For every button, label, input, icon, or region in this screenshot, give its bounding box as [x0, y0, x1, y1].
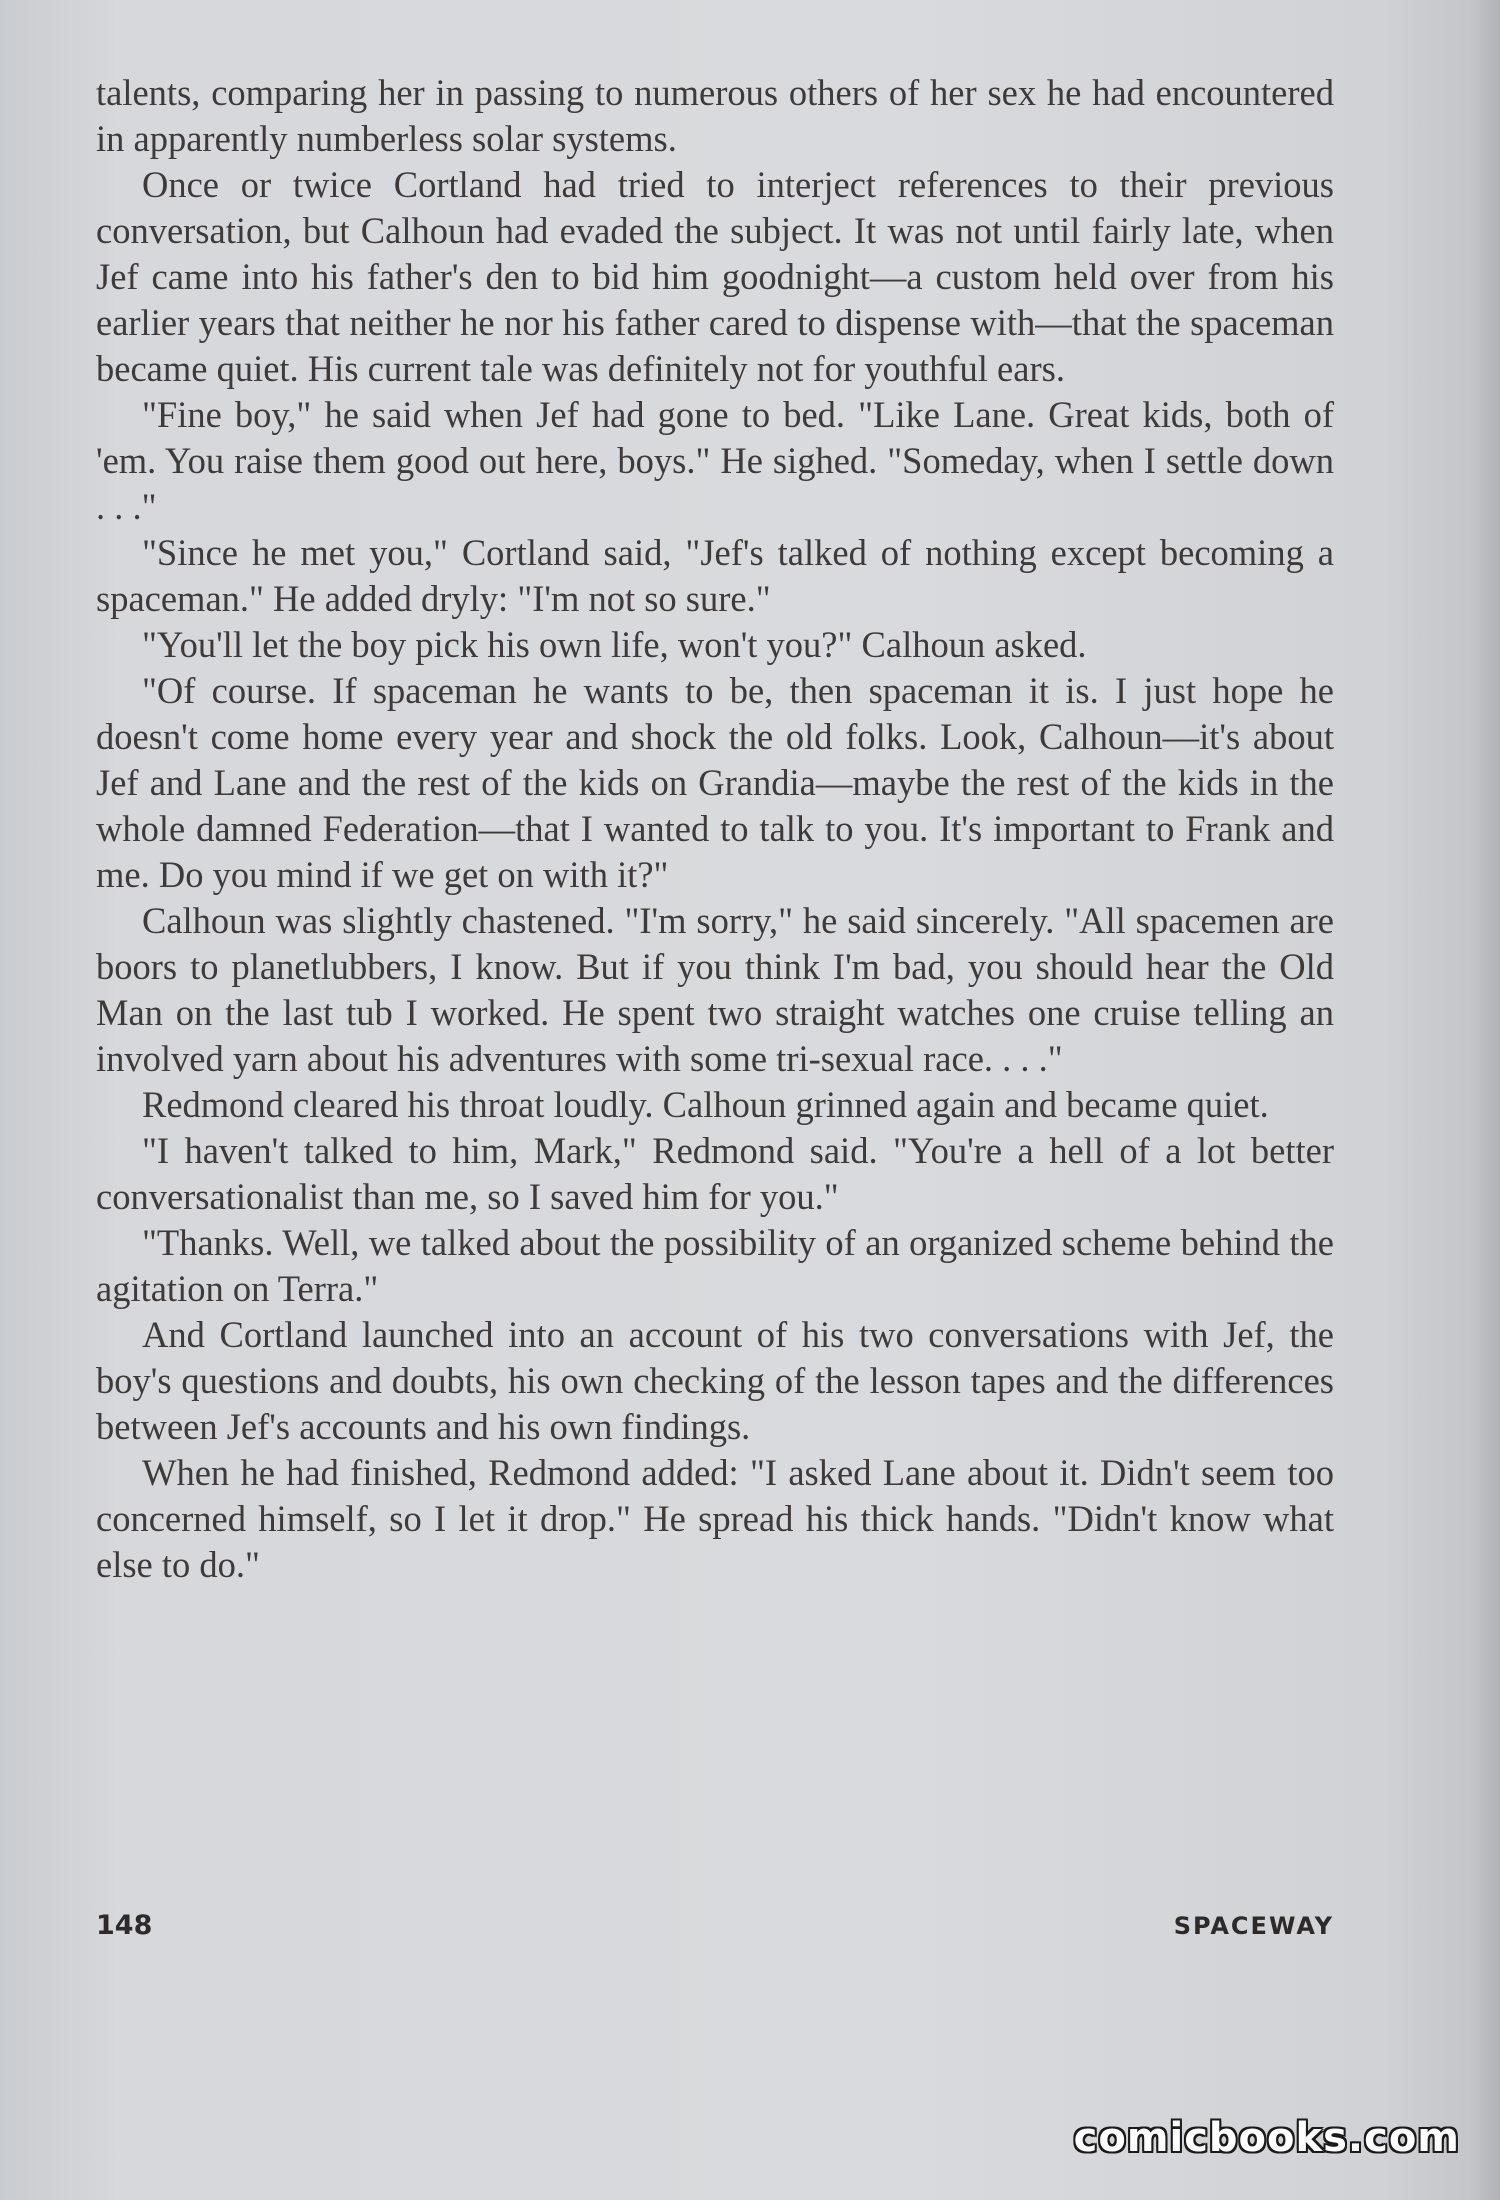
page-number: 148: [96, 1910, 153, 1941]
page-footer: [96, 1910, 1334, 1950]
running-title: SPACEWAY: [1173, 1912, 1334, 1940]
paragraph-4: "Since he met you," Cortland said, "Jef's talked of nothing except becoming a spaceman." He added dryly: "I'm not so sure.": [96, 532, 1334, 619]
paragraph-5: "You'll let the boy pick his own life, won't you?" Calhoun asked.: [142, 624, 1087, 665]
paragraph-8: Redmond cleared his throat loudly. Calhoun grinned again and became quiet.: [142, 1084, 1269, 1125]
paragraph-12: When he had finished, Redmond added: "I asked Lane about it. Didn't seem too concerned himself, so I let it drop." He spread his thick hands. "Didn't know what else to do.": [96, 1452, 1334, 1585]
paragraph-2: Once or twice Cortland had tried to interject references to their previous conversation, but Calhoun had evaded the subject. It was not until fairly late, when Jef came into his father's den to bid him goodnight—a custom held over from his earlier years that neither he nor his father cared to dispense with—that the spaceman became quiet. His current tale was definitely not for youthful ears.: [96, 164, 1334, 389]
paragraph-1: talents, comparing her in passing to numerous others of her sex he had encountered in apparently numberless solar systems.: [96, 72, 1334, 159]
paragraph-9: "I haven't talked to him, Mark," Redmond said. "You're a hell of a lot better conversationalist than me, so I saved him for you.": [96, 1130, 1334, 1217]
paragraph-11: And Cortland launched into an account of his two conversations with Jef, the boy's questions and doubts, his own checking of the lesson tapes and the differences between Jef's accounts and his own findings.: [96, 1314, 1334, 1447]
body-text: [96, 70, 1334, 1588]
paragraph-7: Calhoun was slightly chastened. "I'm sorry," he said sincerely. "All spacemen are boors to planetlubbers, I know. But if you think I'm bad, you should hear the Old Man on the last tub I worked. He spent two straight watches one cruise telling an involved yarn about his adventures with some tri-sexual race. . . .": [96, 900, 1334, 1079]
page-edge-shadow: [1470, 0, 1500, 2200]
paragraph-3: "Fine boy," he said when Jef had gone to bed. "Like Lane. Great kids, both of 'em. You raise them good out here, boys." He sighed. "Someday, when I settle down . . .": [96, 394, 1334, 527]
watermark-logo: comicbooks.com: [1073, 2115, 1460, 2161]
paragraph-6: "Of course. If spaceman he wants to be, then spaceman it is. I just hope he doesn't come home every year and shock the old folks. Look, Calhoun—it's about Jef and Lane and the rest of the kids on Grandia—maybe the rest of the kids in the whole damned Federation—that I wanted to talk to you. It's important to Frank and me. Do you mind if we get on with it?": [96, 670, 1334, 895]
paragraph-10: "Thanks. Well, we talked about the possibility of an organized scheme behind the agitation on Terra.": [96, 1222, 1334, 1309]
